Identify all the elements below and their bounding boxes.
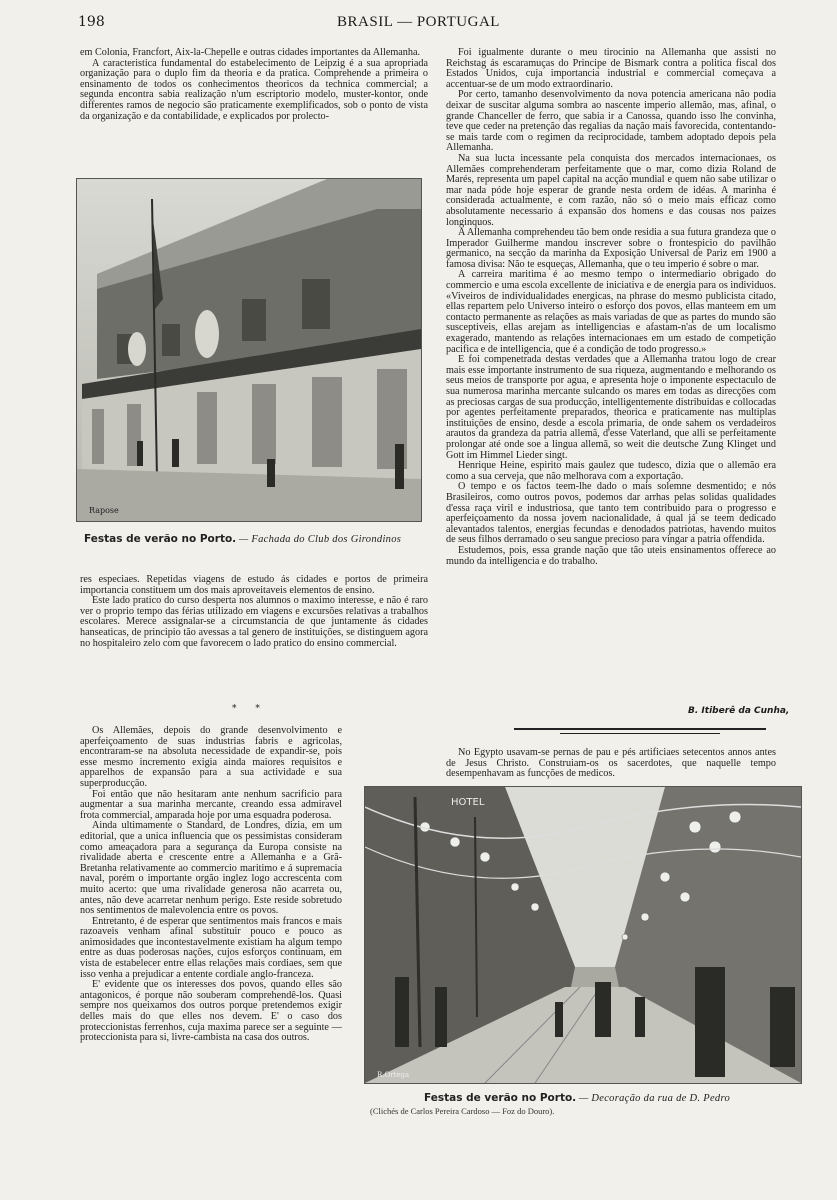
photo-rua-d-pedro: [364, 786, 802, 1084]
paragraph: Foi então que não hesitaram ante nenhum sacrificio para augmentar a sua marinha mercante, creando essa admiravel frota commercial, amparada hoje por uma esquadra poderosa.: [80, 788, 342, 821]
page-number: 198: [78, 14, 105, 30]
building-facade-illustration: [77, 179, 421, 521]
paragraph: Este lado pratico do curso desperta nos alumnos o maximo interesse, e não é raro ver o proprio tempo das férias utilizado em viagens e excursões relativas a trabalhos escolares. Merece assignalar-se a circumstancia de que juntamente ás cidades hanseaticas, de principio tão avessas a tal genero de instituições, se distinguem agora no hospitaleiro zelo com que favorecem o lado pratico do ensino commercial.: [80, 595, 428, 649]
running-header: BRASIL — PORTUGAL: [337, 14, 500, 30]
paragraph: res especiaes. Repetidas viagens de estudo ás cidades e portos de primeira importancia constituem um dos mais aproveitaveis elementos de ensino.: [80, 574, 428, 596]
caption-bold: Festas de verão no Porto.: [84, 533, 237, 545]
paragraph: A carreira maritima é ao mesmo tempo o intermediario obrigado do commercio e uma escola excellente de iniciativa e de energia para os individuos. «Viveiros de individualidades energicas, na phrase do mesmo publicista citado, ellas repartem pelo Universo inteiro o esforço dos povos, ellas manteem em um contacto permanente as relações as mais variadas de que as partes do mundo são susceptiveis, ellas arejam as intelligencias e afastam-n'as de um localismo exagerado, mantendo as relações internacionaes em um estado de competição pacifica e de intelligencia, que é a condição de todo progresso.»: [446, 269, 776, 355]
caption-italic: — Fachada do Club dos Girondinos: [238, 534, 402, 545]
right-top-column: [446, 48, 776, 567]
left-bottom-column: [80, 726, 342, 1044]
paragraph: A Allemanha comprehendeu tão bem onde residia a sua futura grandeza que o Imperador Guilherme mandou inscrever sobre o frontespicio do pavilhão germanico, na secção da marinha da Exposição Universal de Pariz em 1900 a famosa divisa: Não te esqueças, Allemanha, que o teu imperio é sobre o mar.: [446, 227, 776, 270]
photo-club-girondinos: [76, 178, 422, 522]
paragraph: E' evidente que os interesses dos povos, quando elles são antagonicos, é porque não souberam comprehendê-los. Quasi sempre nos queixamos dos outros porque pretendemos exigir delles mais do que elles nos devem. E' o caso dos proteccionistas ferrenhos, cuja maxima parece ser a seguinte — proteccionista para si, livre-cambista na casa dos outros.: [80, 979, 342, 1044]
paragraph: Henrique Heine, espirito mais gaulez que tudesco, dizia que o allemão era como a sua cerveja, que não melhorava com a exportação.: [446, 460, 776, 482]
author-signature: B. Itiberê da Cunha,: [688, 706, 790, 716]
paragraph: Os Allemães, depois do grande desenvolvimento e aperfeiçoamento de suas industrias fabris e agricolas, encontraram-se na absoluta necessidade de expandir-se, pois esse mesmo incremento exigia ainda maiores requisitos e apparelhos de expansão para a sua actividade e sua superproducção.: [80, 725, 342, 789]
photo-credit: (Clichés de Carlos Pereira Cardoso — Foz do Douro).: [370, 1106, 555, 1116]
paragraph: Por certo, tamanho desenvolvimento da nova potencia americana não podia deixar de suscitar alguma sombra ao nascente imperio allemão, mas, afinal, o grande Chanceller de ferro, que sabia ir a Canossa, quando isso lhe convinha, teve que ceder na pretenção das regalias da nação mais favorecida, contentando-se mais tarde com o regimen da reciprocidade, tambem adoptado depois pela Allemanha.: [446, 89, 776, 154]
paragraph: Na sua lucta incessante pela conquista dos mercados internacionaes, os Allemães comprehenderam perfeitamente que o mar, como dizia Roland de Marés, representa um papel capital na acção mundial e quem não sabe utilizar o mar nada póde hoje esperar de grande nesta ordem de idéas. A marinha é considerada actualmente, e com razão, não só o meio mais efficaz como absolutamente necessario á expansão dos homens e das cousas nos paizes longinquos.: [446, 152, 776, 228]
caption-top: [84, 533, 401, 545]
paragraph: No Egypto usavam-se pernas de pau e pés artificiaes setecentos annos antes de Jesus Christo. Construiam-os os sacerdotes, que naquelle tempo desempenhavam as funcções de medicos.: [446, 747, 776, 780]
left-top-column: [80, 48, 428, 122]
paragraph: Entretanto, é de esperar que sentimentos mais francos e mais razoaveis venham afinal substituir pouco e pouco as animosidades que incontestavelmente existiam ha algum tempo entre as duas poderosas nações, cujos esforços continuam, em vista de estabelecer entre ellas relações mais cordiaes, sem que isso venha a prejudicar a entente cordiale anglo-franceza.: [80, 915, 342, 980]
paragraph: Estudemos, pois, essa grande nação que tão uteis ensinamentos offerece ao mundo da intelligencia e do trabalho.: [446, 544, 776, 567]
paragraph: Ainda ultimamente o Standard, de Londres, dizia, em um editorial, que a unica influencia que os pessimistas consideram como ameaçadora para a segurança da Europa consiste na rivalidade aberta e crescente entre a Allemanha e a Grã-Bretanha relativamente ao commercio maritimo e á supremacia naval, porém o importante orgão inglez logo accrescenta com muito acerto: que uma rivalidade generosa não acarreta ou, antes, não deve acarretar nenhum perigo. Este reside sobretudo nos sentimentos de malevolencia entre os povos.: [80, 820, 342, 917]
left-mid-column: [80, 575, 428, 649]
paragraph: O tempo e os factos teem-lhe dado o mais solemne desmentido; e nós Brasileiros, como outros povos, podemos dar arrhas pelas solidas qualidades d'essa raça viril e industriosa, que tanto tem contribuido para o progresso e aperfeiçoamento da nossa jovem nacionalidade, á qual já se teem dedicado alevantados talentos, energias fecundas e denodados patriotas, havendo muitos de seus filhos derramado o seu sangue precioso para vingar a patria offendida.: [446, 481, 776, 546]
photo-signature: Rapose: [89, 506, 119, 515]
photo-signature: R.Ortega: [377, 1071, 410, 1079]
divider-rule: [560, 733, 720, 734]
section-separator: * *: [232, 704, 268, 714]
paragraph: A caracteristica fundamental do estabelecimento de Leipzig é a sua apropriada organização para o duplo fim da theoria e da pratica. Comprehende a primeira o ensinamento de todos os conhecimentos theoricos da technica commercial; a segunda encontra sabia realização n'um escriptorio modelo, muster-kontor, onde differentes ramos de negocio são praticamente exemplificados, sob o ponto de vista da organização e da contabilidade, e explicados por prolecto-: [80, 57, 428, 122]
paragraph: Foi igualmente durante o meu tirocinio na Allemanha que assisti no Reichstag ás escaramuças do Principe de Bismark contra a politica fiscal dos Estados Unidos, cuja importancia industrial e commercial começava a accentuar-se de um modo extraordinario.: [446, 47, 776, 90]
caption-italic: — Decoração da rua de D. Pedro: [578, 1093, 731, 1104]
caption-bottom: [424, 1092, 730, 1104]
divider-rule: [514, 728, 766, 730]
paragraph: E foi compenetrada destas verdades que a Allemanha tratou logo de crear mais esse importante instrumento de sua riqueza, augmentando e melhorando os seus meios de transporte por agua, e apresenta hoje o imponente espectaculo de sua numerosa marinha mercante sulcando os mares em todas as direcções com as preciosas cargas de sua producção, intelligentemente distribuidas e collocadas por agentes perfeitamente preparados, theorica e praticamente nas multiplas instituições de ensino, desde a escola primaria, de onde sahem os verdadeiros arautos da grandeza da patria allemã, d'esse Vaterland, que alli se perfeitamente prolongar até onde soe a lingua allemã, so weit die deutsche Zung Klinget und Gott im Himmel Lieder singt.: [446, 354, 776, 461]
street-decoration-illustration: [365, 787, 801, 1083]
hotel-sign: HOTEL: [451, 797, 485, 808]
caption-bold: Festas de verão no Porto.: [424, 1092, 577, 1104]
right-bottom-column: [446, 748, 776, 780]
paragraph: em Colonia, Francfort, Aix-la-Chepelle e outras cidades importantes da Allemanha.: [80, 47, 421, 58]
